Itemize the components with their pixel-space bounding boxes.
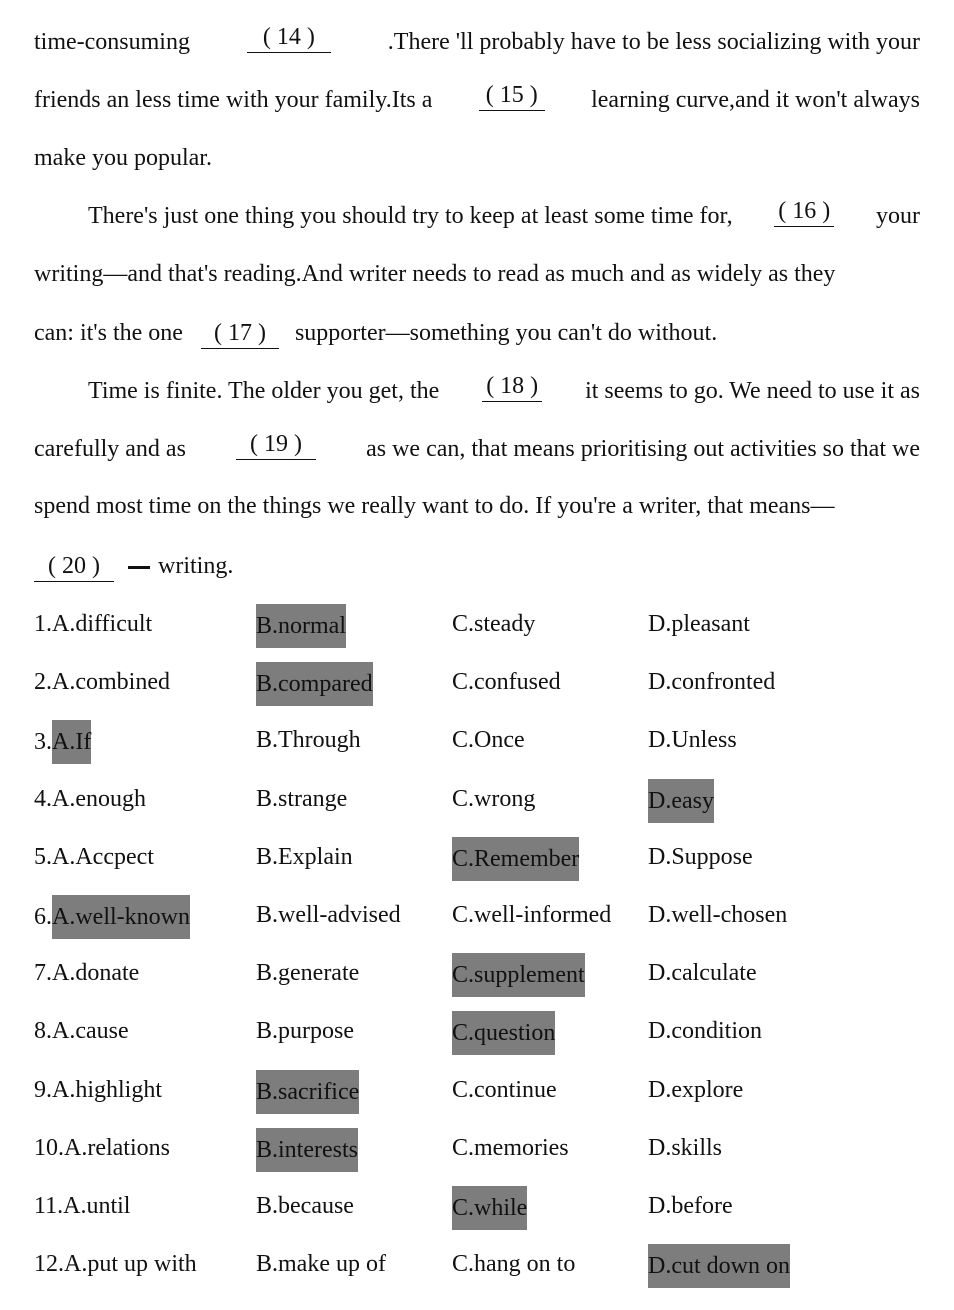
passage-text: as we can, that means prioritising out activities so that we — [366, 436, 920, 462]
question-number: 4. — [34, 786, 52, 812]
option-6-d — [648, 895, 787, 935]
passage-text: can: it's the one — [34, 320, 183, 346]
option-1-b — [256, 604, 346, 644]
option-11-b — [256, 1186, 354, 1226]
option-12-d — [648, 1244, 790, 1284]
passage-line-10 — [34, 546, 920, 586]
option-text: C.wrong — [452, 786, 536, 812]
blank-16: ( 16 ) — [774, 196, 834, 227]
option-1-d — [648, 604, 750, 644]
blank-20: ( 20 ) — [34, 551, 114, 582]
option-text: A.donate — [52, 960, 140, 986]
answer-highlight: D.cut down on — [648, 1244, 790, 1288]
answer-highlight: D.easy — [648, 779, 714, 823]
option-2-b — [256, 662, 373, 702]
passage-text: time-consuming — [34, 29, 190, 55]
option-text: B.because — [256, 1193, 354, 1219]
passage-text: it seems to go. We need to use it as — [585, 378, 920, 404]
passage-line-3 — [34, 138, 920, 178]
question-number: 10. — [34, 1135, 64, 1161]
answer-highlight: B.normal — [256, 604, 346, 648]
answer-highlight: B.sacrifice — [256, 1070, 359, 1114]
option-text: A.relations — [64, 1135, 170, 1161]
question-number: 6. — [34, 904, 52, 930]
option-text: B.generate — [256, 960, 360, 986]
option-8-b — [256, 1011, 354, 1051]
passage-text: make you popular. — [34, 145, 212, 171]
option-7-d — [648, 953, 757, 993]
answer-highlight: B.interests — [256, 1128, 358, 1172]
passage-text: your — [875, 203, 920, 229]
option-text: A.enough — [52, 786, 146, 812]
option-text: D.well-chosen — [648, 902, 788, 928]
option-12-a — [34, 1244, 197, 1284]
answer-highlight: A.If — [52, 720, 91, 764]
option-9-a — [34, 1070, 162, 1110]
option-6-a — [34, 895, 190, 935]
option-text: D.before — [648, 1193, 733, 1219]
passage-text: Time is finite. The older you get, the — [88, 378, 440, 404]
option-6-b — [256, 895, 401, 935]
answer-highlight: A.well-known — [52, 895, 190, 939]
option-7-a — [34, 953, 139, 993]
option-5-b — [256, 837, 353, 877]
question-number: 11. — [34, 1193, 64, 1219]
blank-15: ( 15 ) — [479, 80, 545, 111]
question-number: 2. — [34, 669, 52, 695]
question-number: 1. — [34, 611, 52, 637]
option-7-b — [256, 953, 359, 993]
option-3-d — [648, 720, 737, 760]
option-text: A.cause — [52, 1018, 129, 1044]
passage-text: learning curve,and it won't always — [591, 87, 920, 113]
option-11-d — [648, 1186, 733, 1226]
option-text: B.strange — [256, 786, 348, 812]
option-4-c — [452, 779, 535, 819]
passage-text: .There 'll probably have to be less socializing with your — [387, 29, 920, 55]
option-text: A.until — [63, 1193, 131, 1219]
option-5-d — [648, 837, 753, 877]
passage-text: There's just one thing you should try to keep at least some time for, — [88, 203, 733, 229]
blank-19: ( 19 ) — [236, 429, 316, 460]
option-11-a — [34, 1186, 130, 1226]
option-text: D.pleasant — [648, 611, 750, 637]
option-10-a — [34, 1128, 170, 1168]
option-text: B.Through — [256, 727, 361, 753]
option-7-c — [452, 953, 585, 993]
passage-line-9 — [34, 486, 920, 526]
option-1-a — [34, 604, 152, 644]
option-2-c — [452, 662, 561, 702]
blank-14: ( 14 ) — [247, 22, 331, 53]
option-3-c — [452, 720, 525, 760]
option-text: C.memories — [452, 1135, 569, 1161]
passage-text: writing—and that's reading.And writer needs to read as much and as widely as they — [34, 261, 836, 287]
option-10-d — [648, 1128, 722, 1168]
option-2-a — [34, 662, 170, 702]
option-text: D.condition — [648, 1018, 762, 1044]
answer-highlight: B.compared — [256, 662, 373, 706]
option-text: D.calculate — [648, 960, 757, 986]
answer-highlight: C.supplement — [452, 953, 585, 997]
option-8-d — [648, 1011, 762, 1051]
option-text: A.Accpect — [52, 844, 154, 870]
option-text: C.continue — [452, 1077, 557, 1103]
option-text: D.explore — [648, 1077, 744, 1103]
option-text: C.well-informed — [452, 902, 612, 928]
answer-highlight: C.Remember — [452, 837, 579, 881]
option-text: D.Unless — [648, 727, 737, 753]
passage-line-8 — [34, 429, 920, 469]
passage-line-4 — [88, 196, 920, 236]
option-text: C.hang on to — [452, 1251, 576, 1277]
option-9-c — [452, 1070, 557, 1110]
option-text: B.Explain — [256, 844, 353, 870]
option-3-b — [256, 720, 361, 760]
option-text: A.highlight — [52, 1077, 163, 1103]
option-4-d — [648, 779, 714, 819]
passage-line-6 — [34, 313, 920, 353]
option-12-b — [256, 1244, 386, 1284]
passage-text: friends an less time with your family.Its a — [34, 87, 433, 113]
question-number: 12. — [34, 1251, 64, 1277]
blank-17: ( 17 ) — [201, 318, 279, 349]
option-text: D.confronted — [648, 669, 776, 695]
option-text: C.confused — [452, 669, 561, 695]
option-11-c — [452, 1186, 527, 1226]
option-10-c — [452, 1128, 569, 1168]
option-2-d — [648, 662, 775, 702]
dash-mark — [128, 566, 150, 569]
option-4-b — [256, 779, 347, 819]
option-6-c — [452, 895, 611, 935]
passage-text: spend most time on the things we really want to do. If you're a writer, that means— — [34, 493, 835, 519]
blank-18: ( 18 ) — [482, 371, 542, 402]
option-8-a — [34, 1011, 129, 1051]
option-text: A.combined — [52, 669, 170, 695]
option-text: A.difficult — [52, 611, 153, 637]
question-number: 9. — [34, 1077, 52, 1103]
option-text: C.Once — [452, 727, 525, 753]
passage-text: supporter—something you can't do without. — [294, 320, 718, 346]
option-5-a — [34, 837, 154, 877]
option-1-c — [452, 604, 535, 644]
question-number: 3. — [34, 729, 52, 755]
option-text: D.Suppose — [648, 844, 753, 870]
option-12-c — [452, 1244, 575, 1284]
option-text: D.skills — [648, 1135, 723, 1161]
passage-line-1 — [34, 22, 920, 62]
option-text: B.well-advised — [256, 902, 401, 928]
question-number: 5. — [34, 844, 52, 870]
passage-line-2 — [34, 80, 920, 120]
passage-line-7 — [88, 371, 920, 411]
option-4-a — [34, 779, 146, 819]
option-8-c — [452, 1011, 555, 1051]
answer-highlight: C.question — [452, 1011, 555, 1055]
option-9-b — [256, 1070, 359, 1110]
option-text: A.put up with — [64, 1251, 197, 1277]
option-text: C.steady — [452, 611, 536, 637]
passage-line-5 — [34, 254, 920, 294]
option-text: B.make up of — [256, 1251, 386, 1277]
question-number: 8. — [34, 1018, 52, 1044]
question-number: 7. — [34, 960, 52, 986]
option-5-c — [452, 837, 579, 877]
option-3-a — [34, 720, 91, 760]
option-text: B.purpose — [256, 1018, 354, 1044]
answer-highlight: C.while — [452, 1186, 527, 1230]
passage-text: writing. — [158, 553, 234, 579]
option-10-b — [256, 1128, 358, 1168]
option-9-d — [648, 1070, 743, 1110]
passage-text: carefully and as — [34, 436, 186, 462]
